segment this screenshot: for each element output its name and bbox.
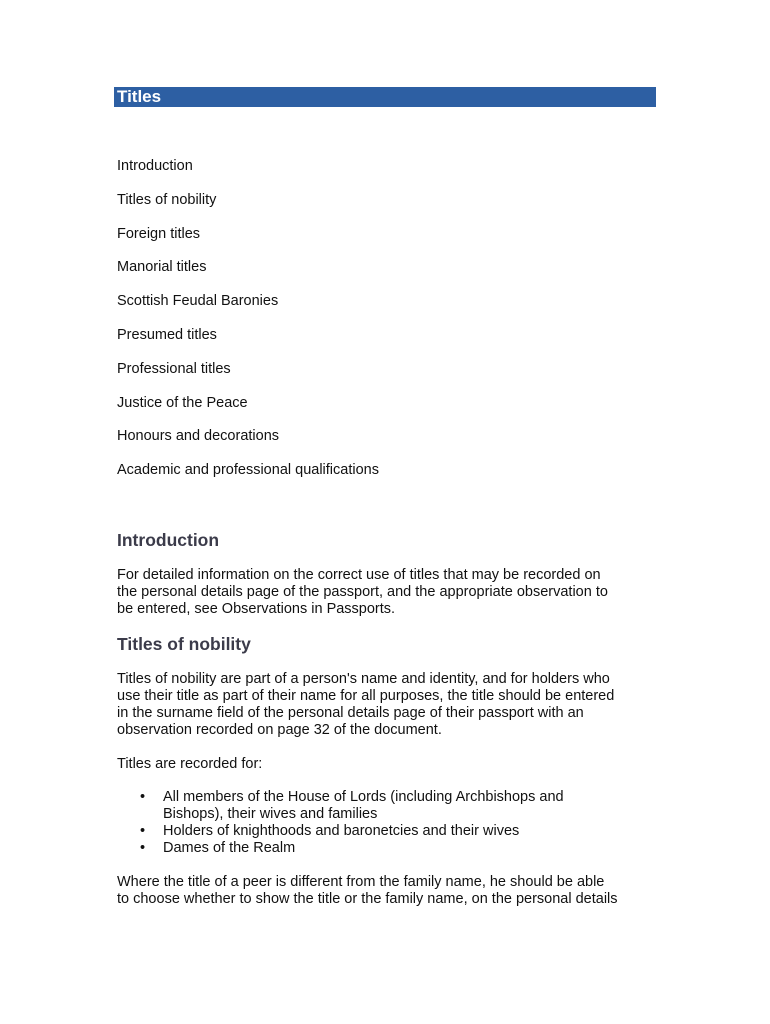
toc-item-foreign-titles[interactable]: Foreign titles: [117, 225, 201, 242]
nobility-heading: Titles of nobility: [117, 634, 251, 654]
text-line: to choose whether to show the title or the family name, on the personal details: [117, 891, 618, 907]
recorded-for-text: Titles are recorded for:: [117, 756, 263, 772]
list-item: [117, 840, 652, 857]
toc-item-professional-titles[interactable]: Professional titles: [117, 360, 231, 377]
text-line: in the surname field of the personal details page of their passport with an: [117, 705, 584, 721]
toc-item-academic-qualifications[interactable]: Academic and professional qualifications: [117, 462, 379, 479]
introduction-heading: Introduction: [117, 530, 220, 550]
text-line: All members of the House of Lords (including Archbishops and: [163, 789, 564, 805]
introduction-paragraph: [117, 567, 652, 618]
peer-title-paragraph: [117, 874, 652, 908]
text-line: Titles of nobility are part of a person's name and identity, and for holders who: [117, 671, 610, 687]
toc-item-titles-of-nobility[interactable]: Titles of nobility: [117, 191, 217, 208]
text-line: Bishops), their wives and families: [163, 806, 378, 822]
toc-item-manorial-titles[interactable]: Manorial titles: [117, 259, 207, 276]
toc-item-honours-and-decorations[interactable]: Honours and decorations: [117, 428, 280, 445]
list-item: [117, 823, 652, 840]
bullet-icon: •: [140, 840, 146, 856]
titles-recorded-list: [117, 789, 652, 857]
text-line: observation recorded on page 32 of the document.: [117, 722, 442, 738]
text-line: use their title as part of their name for all purposes, the title should be entered: [117, 688, 615, 704]
text-line: Dames of the Realm: [163, 840, 296, 856]
toc-item-justice-of-the-peace[interactable]: Justice of the Peace: [117, 394, 248, 411]
nobility-paragraph: [117, 671, 652, 739]
table-of-contents: [117, 156, 379, 494]
toc-item-presumed-titles[interactable]: Presumed titles: [117, 326, 217, 343]
text-line: the personal details page of the passport, and the appropriate observation to: [117, 584, 608, 600]
bullet-icon: •: [140, 789, 146, 805]
text-line: Holders of knighthoods and baronetcies and their wives: [163, 823, 520, 839]
page-title: Titles: [114, 87, 656, 107]
text-line: For detailed information on the correct use of titles that may be recorded on: [117, 567, 601, 583]
text-line: Where the title of a peer is different from the family name, he should be able: [117, 874, 605, 890]
list-item: [117, 789, 652, 823]
text-line: be entered, see Observations in Passports.: [117, 601, 396, 617]
toc-item-scottish-feudal-baronies[interactable]: Scottish Feudal Baronies: [117, 293, 279, 310]
toc-item-introduction[interactable]: Introduction: [117, 158, 193, 174]
bullet-icon: •: [140, 823, 146, 839]
